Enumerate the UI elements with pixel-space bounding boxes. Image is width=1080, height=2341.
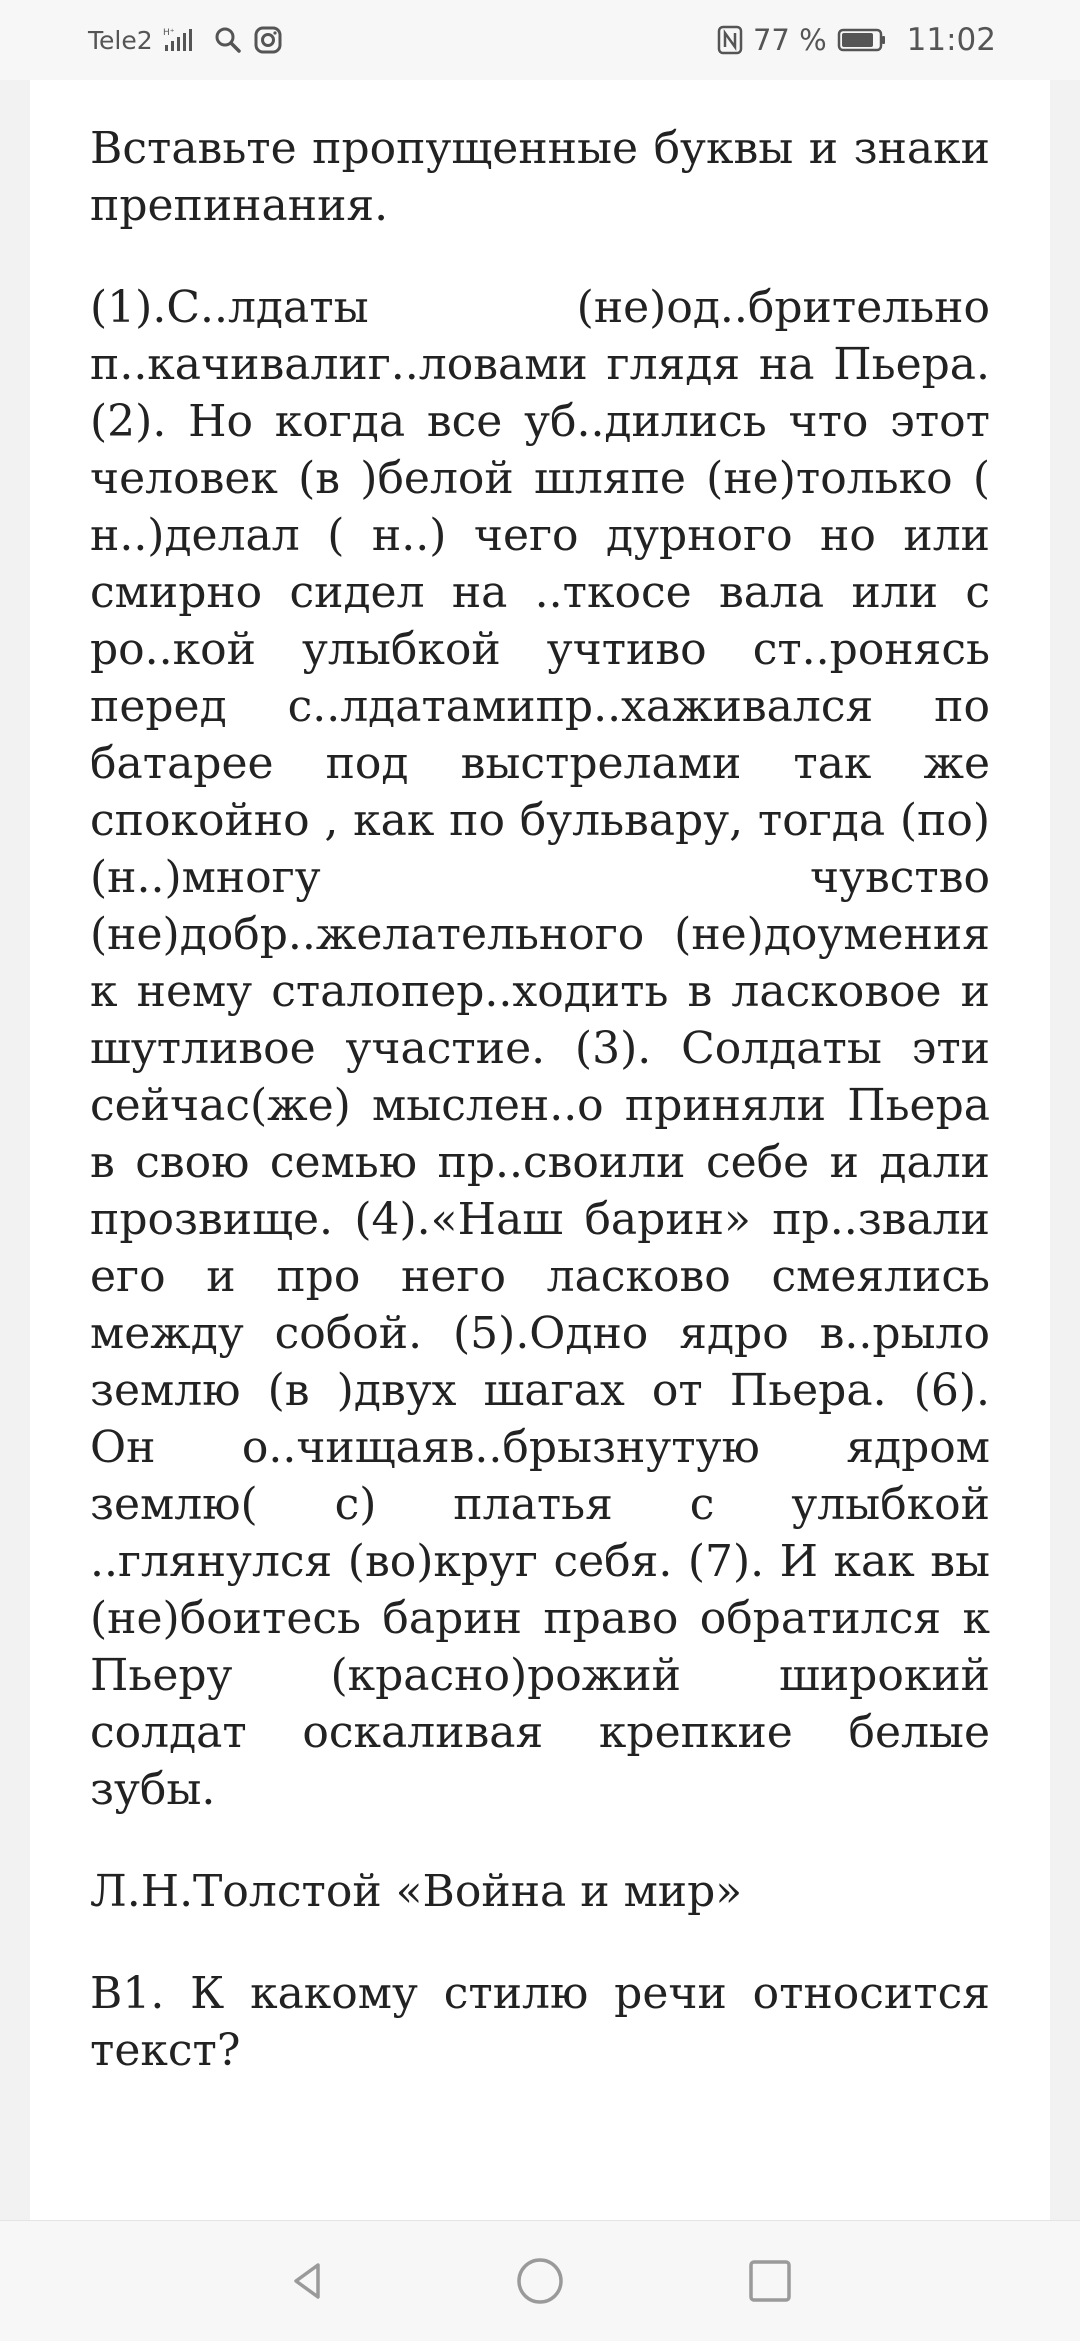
- home-icon[interactable]: [510, 2251, 570, 2311]
- task-instruction: Вставьте пропущенные буквы и знаки препинания.: [90, 123, 990, 231]
- clock: 11:02: [906, 22, 996, 58]
- document-content: [90, 120, 990, 2079]
- carrier-name: Tele2: [88, 25, 153, 55]
- status-bar: [0, 0, 1080, 80]
- exercise-text: (1).С..лдаты (не)од..брительно п..качивалиг..ловами глядя на Пьера. (2). Но когда все уб..дились что этот человек (в )белой шляпе (не)только ( н..)делал ( н..) чего дурного но или смирно сидел на ..ткосе вала или с ро..кой улыбкой учтиво ст..ронясь перед с..лдатамипр..хаживался по батарее под выстрелами так же спокойно , как по бульвару, тогда (по)(н..)многу чувство (не)добр..желательного (не)доумения к нему сталопер..ходить в ласковое и шутливое участие. (3). Солдаты эти сейчас(же) мыслен..о приняли Пьера в свою семью пр..своили себе и дали прозвище. (4).«Наш барин» пр..звали его и про него ласково смеялись между собой. (5).Одно ядро в..рыло землю (в )двух шагах от Пьера. (6). Он о..чищаяв..брызнутую ядром землю( с) платья с улыбкой ..глянулся (во)круг себя. (7). И как вы (не)боитесь барин право обратился к Пьеру (красно)рожий широкий солдат оскаливая крепкие белые зубы.: [90, 282, 990, 1815]
- source-attribution: Л.Н.Толстой «Война и мир»: [90, 1866, 743, 1917]
- search-icon: [213, 25, 243, 55]
- status-left: [88, 20, 283, 60]
- nfc-icon: [717, 25, 743, 55]
- signal-icon: [163, 25, 203, 55]
- battery-percent: 77 %: [752, 23, 827, 57]
- instagram-icon: [253, 25, 283, 55]
- question-b1: В1. К какому стилю речи относится текст?: [90, 1968, 990, 2076]
- navigation-bar: [0, 2220, 1080, 2341]
- recents-icon[interactable]: [740, 2251, 800, 2311]
- back-icon[interactable]: [278, 2251, 338, 2311]
- battery-icon: [837, 25, 887, 55]
- status-right: [717, 20, 996, 60]
- document-page[interactable]: [30, 80, 1050, 2220]
- svg-text:H⁺: H⁺: [162, 28, 175, 38]
